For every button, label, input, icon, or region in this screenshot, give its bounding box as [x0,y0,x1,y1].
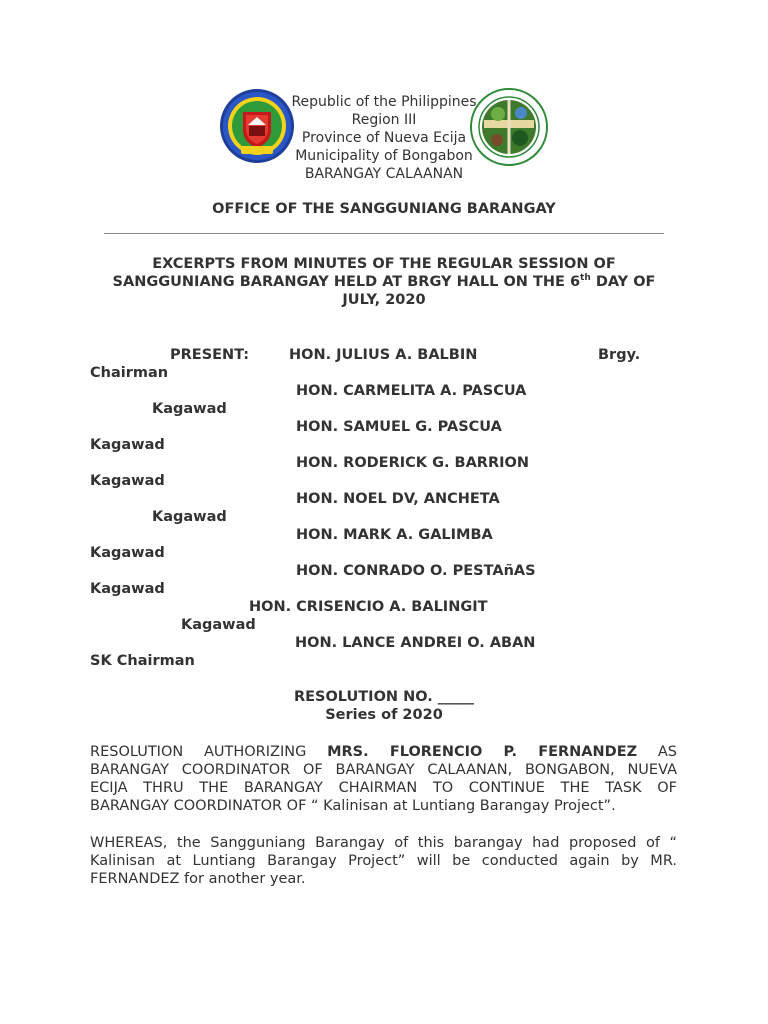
member-title: Kagawad [90,581,165,597]
whereas-paragraph [90,834,677,888]
header-republic: Republic of the Philippines [291,94,477,110]
member-title: Kagawad [90,473,165,489]
header-municipality: Municipality of Bongabon [295,148,473,164]
header-province: Province of Nueva Ecija [301,130,467,146]
member-name: HON. CARMELITA A. PASCUA [296,383,527,399]
excerpt-line-2-text: SANGGUNIANG BARANGAY HELD AT BRGY HALL ON THE 6 [112,274,581,290]
resolution-paragraph [90,743,677,815]
member-title: SK Chairman [90,653,195,669]
member-title: Brgy. [598,347,641,363]
resolution-number: RESOLUTION NO. _____ [293,689,475,705]
header-region: Region III [351,112,417,128]
excerpt-line-3: JULY, 2020 [342,292,426,308]
member-name: HON. MARK A. GALIMBA [296,527,493,543]
member-name: HON. LANCE ANDREI O. ABAN [295,635,536,651]
office-title: OFFICE OF THE SANGGUNIANG BARANGAY [212,201,556,217]
member-name: HON. JULIUS A. BALBIN [289,347,478,363]
header-barangay: BARANGAY CALAANAN [304,166,464,182]
member-name: HON. SAMUEL G. PASCUA [296,419,502,435]
present-label: PRESENT: [170,347,250,363]
excerpt-line-2-tail: DAY OF [590,274,656,290]
excerpt-line-1: EXCERPTS FROM MINUTES OF THE REGULAR SESSION OF [152,256,616,272]
excerpt-heading [90,255,678,309]
member-name: HON. RODERICK G. BARRION [296,455,529,471]
header-divider [104,233,664,234]
coordinator-name: MRS. FLORENCIO P. FERNANDEZ [327,744,638,760]
paragraph-line [90,743,677,761]
member-name: HON. CONRADO O. PESTAñAS [296,563,536,579]
resolution-series: Series of 2020 [325,707,443,723]
member-title: Kagawad [152,509,227,525]
paragraph-line: ECIJA THRU THE BARANGAY CHAIRMAN TO CONTINUE THE TASK OF [90,780,677,796]
calaanan-seal-logo [470,88,548,166]
member-title: Kagawad [90,545,165,561]
excerpt-line-2 [90,273,678,291]
paragraph-line: FERNANDEZ for another year. [90,871,306,887]
paragraph-text: AS [637,744,678,760]
paragraph-line: BARANGAY COORDINATOR OF “ Kalinisan at Luntiang Barangay Project”. [90,798,616,814]
member-title: Kagawad [181,617,256,633]
paragraph-line: BARANGAY COORDINATOR OF BARANGAY CALAANAN, BONGABON, NUEVA [90,762,677,778]
paragraph-line: Kalinisan at Luntiang Barangay Project” will be conducted again by MR. [90,853,677,869]
member-title: Kagawad [90,437,165,453]
member-name: HON. CRISENCIO A. BALINGIT [249,599,488,615]
member-title: Kagawad [152,401,227,417]
member-name: HON. NOEL DV, ANCHETA [296,491,500,507]
paragraph-text: RESOLUTION AUTHORIZING [90,744,328,760]
ordinal-suffix: th [580,273,591,283]
member-title: Chairman [90,365,169,381]
paragraph-line: WHEREAS, the Sangguniang Barangay of this barangay had proposed of “ [90,835,677,851]
